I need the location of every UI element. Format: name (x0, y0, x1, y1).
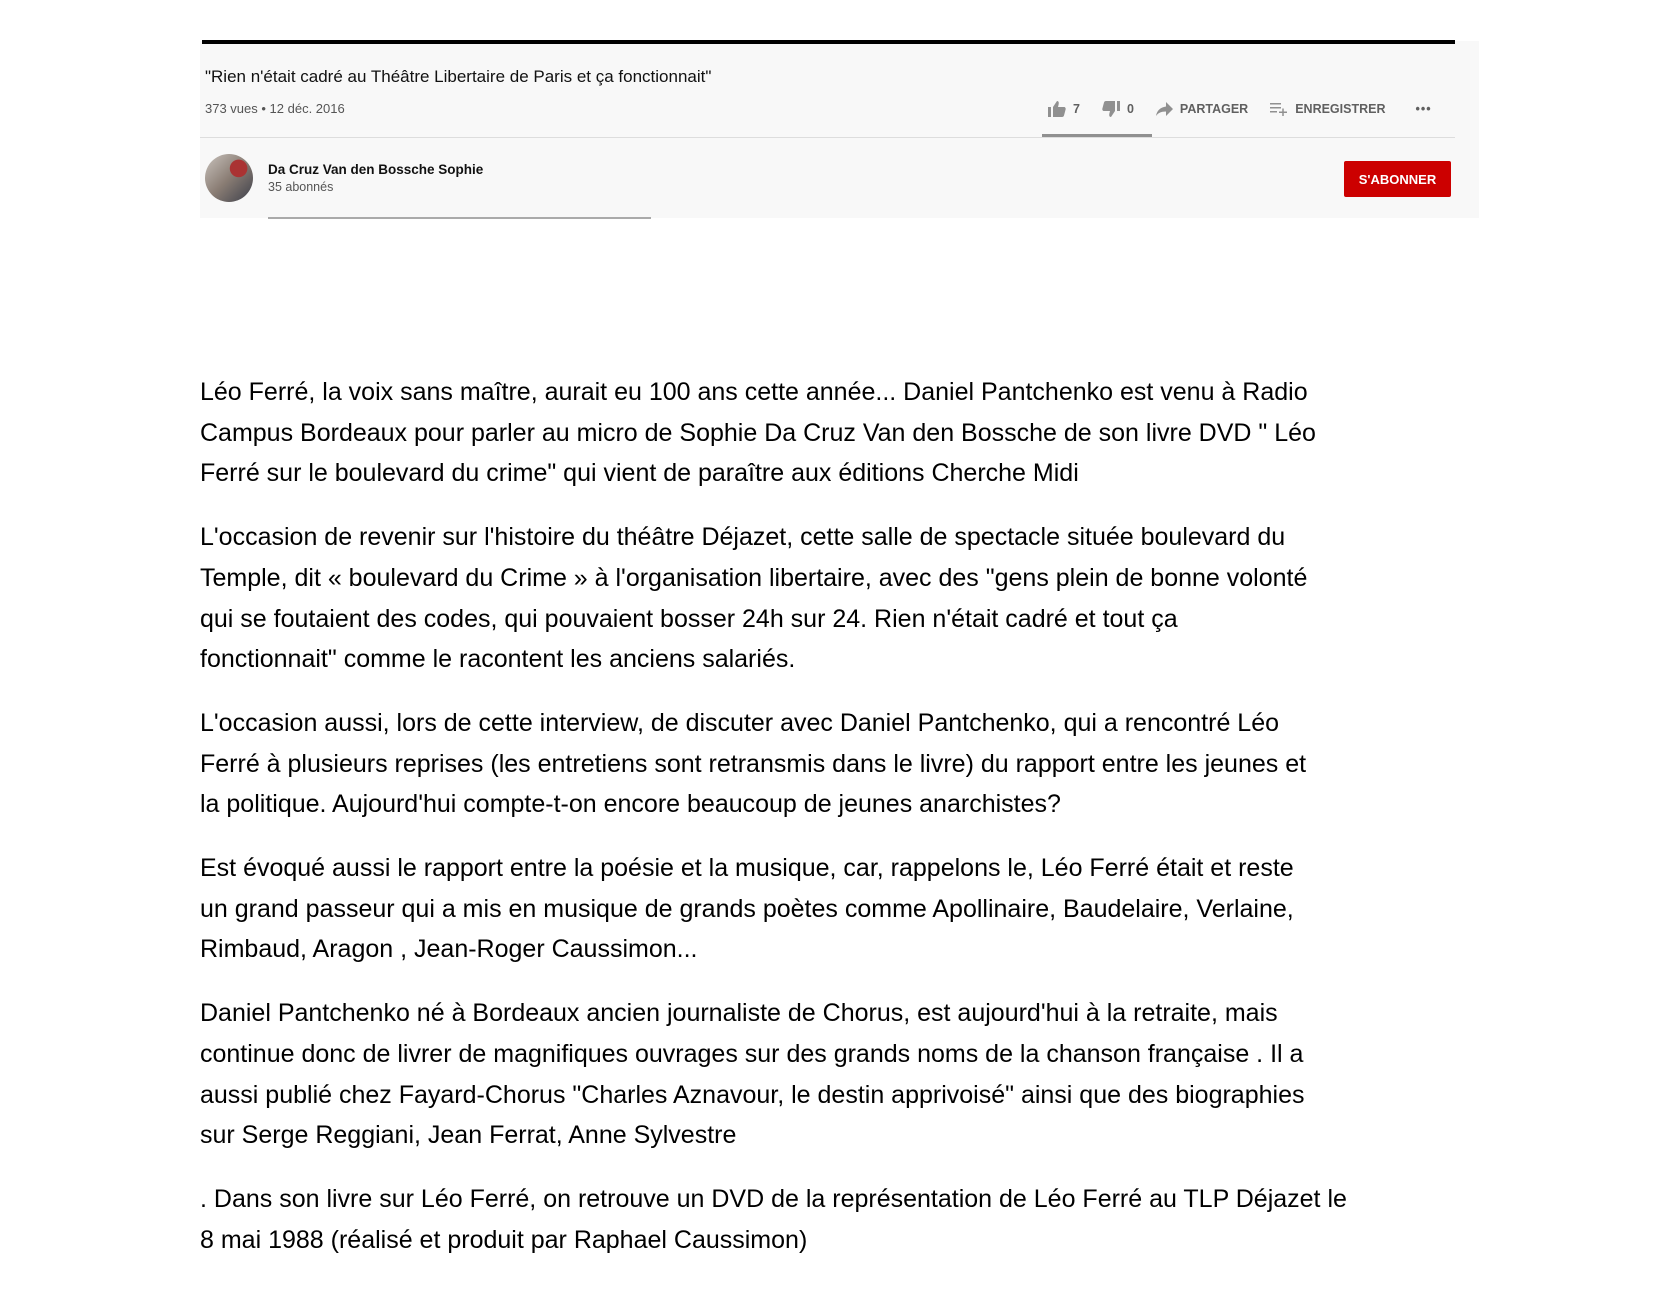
article-body (200, 372, 1347, 1283)
article-paragraph (200, 517, 1347, 680)
article-paragraph (200, 372, 1347, 494)
more-icon: ••• (1415, 102, 1432, 116)
text-line: L'occasion de revenir sur l'histoire du théâtre Déjazet, cette salle de spectacle située boulevard du (200, 523, 1286, 552)
playlist-add-icon (1270, 102, 1288, 116)
subscriber-count: 35 abonnés (268, 180, 334, 194)
text-line: Temple, dit « boulevard du Crime » à l'organisation libertaire, avec des "gens plein de bonne volonté (200, 563, 1308, 592)
description-divider (268, 217, 651, 219)
dislike-count: 0 (1126, 102, 1134, 116)
like-button[interactable] (1048, 101, 1080, 117)
subscribe-button[interactable]: S'ABONNER (1344, 161, 1451, 197)
video-title: "Rien n'était cadré au Théâtre Libertaire de Paris et ça fonctionnait" (205, 67, 712, 86)
share-arrow-icon (1156, 102, 1173, 116)
article-paragraph (200, 703, 1347, 825)
article-paragraph (200, 1179, 1347, 1260)
like-count: 7 (1073, 102, 1080, 116)
video-player-bottom-edge (202, 40, 1455, 44)
text-line: aussi publié chez Fayard-Chorus "Charles Aznavour, le destin apprivoisé" ainsi que des biographies (200, 1080, 1305, 1109)
text-line: Est évoqué aussi le rapport entre la poésie et la musique, car, rappelons le, Léo Ferré était et reste (200, 854, 1294, 883)
text-line: Daniel Pantchenko né à Bordeaux ancien journaliste de Chorus, est aujourd'hui à la retraite, mais (200, 999, 1278, 1028)
like-ratio-bar (1042, 134, 1152, 137)
text-line: 8 mai 1988 (réalisé et produit par Raphael Caussimon) (200, 1225, 808, 1254)
text-line: un grand passeur qui a mis en musique de grands poètes comme Apollinaire, Baudelaire, Verlaine, (200, 894, 1294, 923)
channel-name[interactable]: Da Cruz Van den Bossche Sophie (268, 162, 484, 177)
text-line: Ferré à plusieurs reprises (les entretiens sont retransmis dans le livre) du rapport entre les jeunes et (200, 749, 1307, 778)
text-line: Ferré sur le boulevard du crime" qui vient de paraître aux éditions Cherche Midi (200, 459, 1079, 488)
share-button[interactable] (1156, 102, 1248, 116)
text-line: Léo Ferré, la voix sans maître, aurait eu 100 ans cette année... Daniel Pantchenko est venu à Radio (200, 378, 1308, 406)
dislike-button[interactable] (1102, 101, 1134, 117)
save-button[interactable] (1270, 102, 1385, 116)
text-line: . Dans son livre sur Léo Ferré, on retrouve un DVD de la représentation de Léo Ferré au TLP Déjazet le (200, 1184, 1347, 1213)
text-line: Campus Bordeaux pour parler au micro de Sophie Da Cruz Van den Bossche de son livre DVD " Léo (200, 418, 1316, 447)
divider (200, 137, 1455, 138)
text-line: sur Serge Reggiani, Jean Ferrat, Anne Sylvestre (200, 1121, 737, 1150)
thumbs-down-icon (1102, 101, 1120, 117)
more-actions-button[interactable] (1416, 102, 1432, 116)
article-paragraph (200, 848, 1347, 970)
video-actions (1048, 101, 1454, 117)
text-line: la politique. Aujourd'hui compte-t-on encore beaucoup de jeunes anarchistes? (200, 790, 1061, 819)
article-paragraph (200, 993, 1347, 1156)
text-line: continue donc de livrer de magnifiques ouvrages sur des grands noms de la chanson française . Il a (200, 1039, 1304, 1068)
text-line: Rimbaud, Aragon , Jean-Roger Caussimon... (200, 935, 698, 964)
text-line: fonctionnait" comme le racontent les anciens salariés. (200, 645, 796, 674)
share-label: PARTAGER (1179, 102, 1249, 116)
channel-avatar[interactable] (205, 154, 253, 202)
thumbs-up-icon (1048, 101, 1066, 117)
text-line: L'occasion aussi, lors de cette interview, de discuter avec Daniel Pantchenko, qui a rencontré Léo (200, 708, 1280, 737)
video-meta: 373 vues • 12 déc. 2016 (205, 101, 345, 116)
save-label: ENREGISTRER (1295, 102, 1386, 116)
text-line: qui se foutaient des codes, qui pouvaient bosser 24h sur 24. Rien n'était cadré et tout ça (200, 604, 1178, 633)
